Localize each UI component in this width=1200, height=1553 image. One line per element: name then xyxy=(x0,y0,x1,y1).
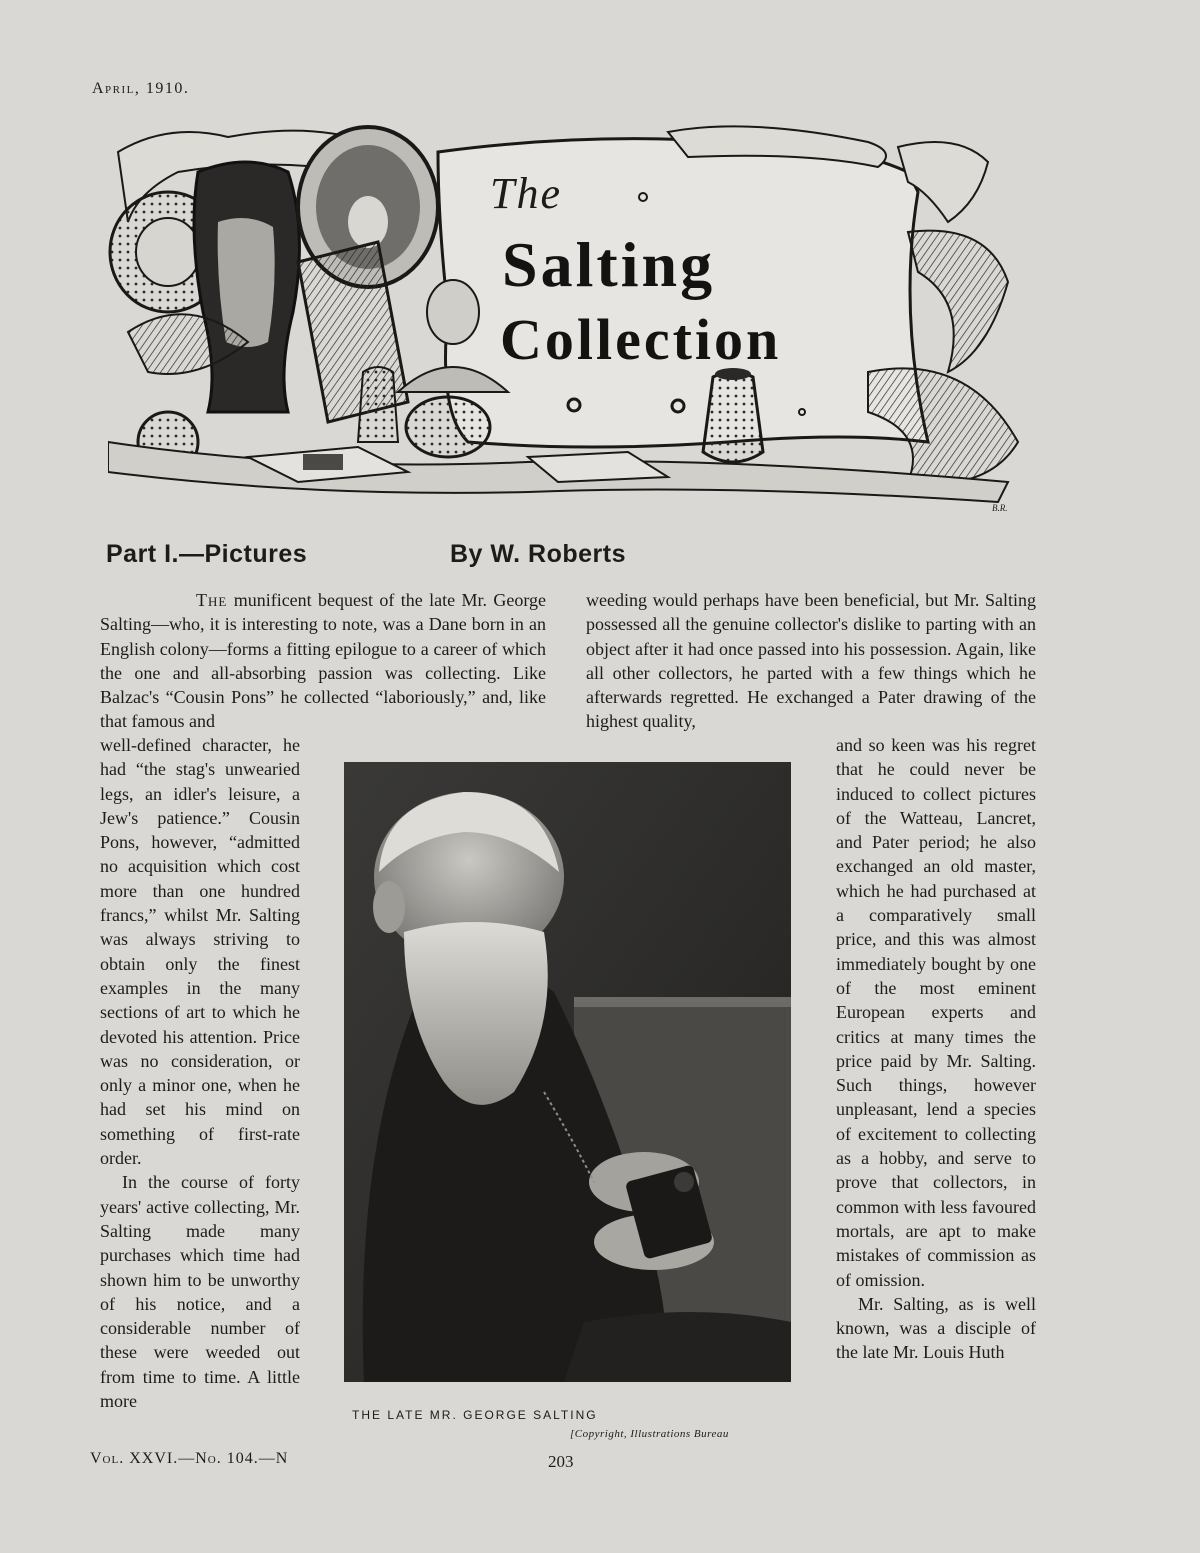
photo-credit: [Copyright, Illustrations Bureau xyxy=(570,1428,729,1440)
left-paragraph-2: In the course of forty years' active collecting, Mr. Salting made many purchases which time had shown him to be unworthy of his notice, and a considerable number of these were weeded out from time to time. A little more xyxy=(100,1172,300,1412)
article-right-top xyxy=(586,588,1036,734)
title-collection: Collection xyxy=(500,307,782,372)
page-number: 203 xyxy=(548,1452,574,1471)
opening-text: munificent bequest of the late Mr. George Salting—who, it is interesting to note, was a Dane born in an English colony—forms a fitting epilogue to a career of which the one and all-absorbing passion was collecting. Like Balzac's “Cousin Pons” he collected “laboriously,” and, like that famous and xyxy=(100,590,546,732)
right-paragraph-2: Mr. Salting, as is well known, was a disciple of the late Mr. Louis Huth xyxy=(836,1293,1036,1363)
portrait-image xyxy=(344,762,791,1382)
article-left-narrow xyxy=(100,733,300,1413)
volume-footer: Vol. XXVI.—No. 104.—N xyxy=(90,1450,289,1467)
author-byline: By W. Roberts xyxy=(450,540,626,568)
right-paragraph-top: weeding would perhaps have been beneficial, but Mr. Salting possessed all the genuine collector's dislike to parting with an object after it had once passed into his possession. Again, like all other collectors, he parted with a few things which he afterwards regretted. He exchanged a Pater drawing of the highest quality, xyxy=(586,590,1036,732)
artist-monogram: B.R. xyxy=(992,503,1008,513)
right-paragraph-continued: and so keen was his regret that he could never be induced to collect pictures of the Watteau, Lancret, and Pater period; he also exchanged an old master, which he had purchased at a comparatively small price, and this was almost immediately bought by one of the most eminent European experts and critics at many times the price paid by Mr. Salting. Such things, however unpleasant, lend a species of excitement to collecting as a hobby, and serve to prove that collectors, in common with less favoured mortals, are apt to make mistakes of commission as of omission. xyxy=(836,735,1036,1290)
photo-caption: THE LATE MR. GEORGE SALTING xyxy=(352,1408,598,1422)
title-salting: Salting xyxy=(502,229,716,300)
portrait-photograph xyxy=(344,762,791,1382)
part-heading: Part I.—Pictures xyxy=(106,540,308,568)
article-left-top xyxy=(100,588,546,734)
left-paragraph-continued: well-defined character, he had “the stag's unwearied legs, an idler's leisure, a Jew's patience.” Cousin Pons, however, “admitted no acquisition which cost more than one hundred francs,” whilst Mr. Salting was always striving to obtain only the finest examples in the many sections of art to which he devoted his attention. Price was no consideration, or only a minor one, when he had set his mind on something of first-rate order. xyxy=(100,735,300,1169)
drop-lead-word: The xyxy=(196,590,228,610)
title-the: The xyxy=(490,169,562,218)
issue-date: April, 1910. xyxy=(92,80,190,97)
opening-paragraph xyxy=(100,588,546,734)
article-right-narrow xyxy=(836,733,1036,1365)
